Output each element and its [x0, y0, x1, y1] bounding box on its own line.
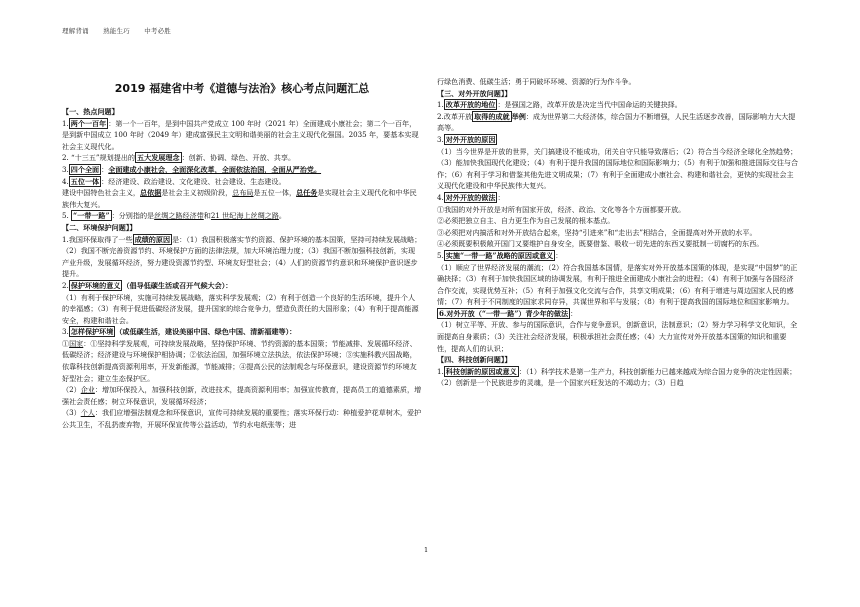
text-run: ：是强国之路，改革开放是决定当代中国命运的关键抉择。	[497, 100, 682, 110]
boxed-term: 五大发展理念	[137, 153, 180, 163]
paragraph	[62, 152, 422, 164]
boxed-term: 6.对外开放（“一带一路”）青少年的做法	[439, 308, 569, 318]
paragraph	[437, 215, 800, 227]
text-run: 举例	[511, 111, 526, 121]
paragraph	[437, 134, 800, 146]
paragraph	[437, 227, 800, 239]
boxed-term: 实施“一带一路”战略的原因或意义	[445, 250, 554, 260]
header-item: 中考必胜	[144, 27, 171, 35]
text-run: （或低碳生活，建设美丽中国、绿色中国、清新福建等）：	[115, 327, 297, 337]
text-run: 。	[278, 211, 287, 221]
text-run: ：经济建设、政治建设、文化建设、社会建设、生态建设。	[101, 176, 286, 186]
text-run: 企业	[80, 385, 95, 395]
paragraph	[437, 308, 800, 320]
paragraph	[437, 250, 800, 262]
text-run: 个人	[80, 408, 95, 418]
text-run: （2）	[62, 385, 81, 395]
text-run: （倡导低碳生活或召开气候大会）：	[122, 280, 233, 290]
text-run: （3）	[62, 408, 81, 418]
boxed-term: 对外开放的原因	[445, 134, 496, 144]
text-run: ：	[570, 308, 578, 318]
boxed-term: 怎样保护环境	[70, 327, 114, 337]
paragraph	[62, 326, 422, 338]
text-run: 3.	[437, 134, 444, 144]
text-run: 国家	[69, 338, 84, 348]
text-run: 2. “十三五”规划提出的	[62, 153, 136, 163]
text-run: 2.改革开放	[437, 111, 473, 121]
text-run: ：①坚持科学发展观，可持续发展战略，坚持保护环境、节约资源的基本国策；节能减排、发展循环经济、低碳经济；经济建设与环境保护相协调；②依法治国，加强环境立法执法，依法保护环境；③实施科教兴国战略，依靠科技创新提高资源利用率，开发新能源，节能减排；④提高公民的法制观念与环保意识，建设资源节约环境友好型社会；建立生态保护区。	[62, 338, 417, 383]
right-column	[437, 76, 800, 389]
document-title: 2019 福建省中考《道德与法治》核心考点问题汇总	[114, 82, 370, 95]
text-run: 1.	[437, 366, 444, 376]
paragraph	[437, 192, 800, 204]
text-run: 3.	[62, 327, 69, 337]
boxed-term: 对外开放的做法	[445, 192, 496, 202]
paragraph	[62, 164, 422, 176]
text-run: 5.	[62, 211, 72, 221]
paragraph	[437, 111, 800, 134]
section-heading: 【二、环境保护问题】】	[62, 222, 137, 232]
header-item: 熟能生巧	[103, 27, 130, 35]
left-column	[62, 106, 422, 431]
section-heading: 【一、热点问题】	[62, 107, 119, 116]
boxed-term: 保护环境的意义	[70, 280, 121, 290]
text-run: 是：（1）我国积极落实节约资源、保护环境的基本国策，坚持可持续发展战略；（2）我国不断完善资源节约、环境保护方面的法律法规，加大环境治理力度；（3）我国不断加强科技创新，实现产业升级，发展循环经济，努力建设资源节约型、环境友好型社会；（4）人们的资源节约意识和环境保护意识逐步提升。	[62, 234, 422, 279]
text-run: 1.	[62, 118, 69, 128]
text-run: 是社会主义初级阶段，	[161, 188, 233, 198]
paragraph	[437, 238, 800, 250]
paragraph	[62, 292, 422, 327]
section-heading: 【四、科技创新问题】】	[437, 355, 512, 365]
paragraph	[437, 146, 800, 192]
text-run: 行绿色消费、低碳生活；勇于同破坏环境、资源的行为作斗争。	[437, 77, 636, 86]
boxed-term: “一带一路”	[73, 211, 110, 221]
text-run: 总任务	[296, 188, 318, 198]
text-run: 总布局	[232, 188, 254, 198]
text-run: 1.我国环保取得了一些	[62, 234, 133, 244]
text-run: （1）当今世界是开放的世界，关门搞建设不能成功，闭关自守只能导致落后；（2）符合当今经济全球化全然趋势；（3）能加快我国现代化建设；（4）有利于提升我国的国际地位和国际影响力；（5）有利于加强和推进国际交往与合作；（6）有利于学习和借鉴其他先进文明成果；（7）有利于全面建成小康社会、构建和谐社会，更快的实现社会主义现代化建设和中华民族伟大复兴。	[437, 146, 799, 191]
paragraph	[437, 99, 800, 111]
boxed-term: 改革开放的地位	[445, 100, 496, 110]
text-run: ①	[62, 338, 70, 348]
text-run: ①我国的对外开放是对所有国家开放，经济、政治、文化等各个方面都要开放。	[437, 204, 686, 214]
text-run: 丝绸之路经济带	[154, 211, 204, 221]
text-run: 4.	[437, 192, 444, 202]
paragraph	[62, 280, 422, 292]
page-header	[62, 26, 183, 35]
text-run: 4.	[62, 176, 69, 186]
text-run: 5.	[437, 250, 444, 260]
paragraph	[62, 384, 422, 407]
header-item: 理解背诵	[62, 27, 89, 35]
text-run: 是五位一体，	[253, 188, 297, 198]
text-run: ②必须把独立自主、自力更生作为自己发展的根本基点。	[437, 216, 615, 226]
paragraph	[437, 319, 800, 354]
text-run: 3.	[62, 164, 69, 174]
boxed-term: 四个全面	[70, 164, 100, 174]
paragraph	[437, 366, 800, 389]
text-run: ③必须把对内搞活和对外开放结合起来，坚持“引进来”和“走出去”相结合，全面提高对外开放的水平。	[437, 227, 757, 237]
text-run: ：	[497, 192, 505, 202]
text-run: ：分别指的是	[111, 211, 155, 221]
text-run: 全面建成小康社会，全面深化改革，全面依法治国，全面从严治党。	[108, 164, 322, 174]
text-run: ：增加环保投入，加强科技创新，改进技术，提高资源利用率；加强宣传教育，提高员工的道德素质，增强社会责任感；树立环保意识，发展循环经济；	[62, 385, 422, 406]
paragraph	[62, 176, 422, 188]
text-run: （1）顺应了世界经济发展的潮流；（2）符合我国基本国情，是落实对外开放基本国策的体现，是实现“中国梦”的正确抉择；（3）有利于加快我国区域的协调发展，有利于推进全面建成小康社会的进程；（4）有利于加强与各国经济合作交流，实现优势互补；（5）有利于加强文化交流与合作，共享文明成果；（6）有利于增进与周边国家人民的感情；（7）有利于不同制度的国家求同存异，共谋世界和平与发展；（8）有利于提高我国的国际地位和国家影响力。	[437, 262, 798, 307]
text-run: ：	[555, 250, 563, 260]
paragraph	[62, 187, 422, 210]
boxed-term: 两个一百年	[70, 118, 107, 128]
text-run: ④必须既要积极敞开国门又要维护自身安全，既要借鉴、吸收一切先进的东西又要抵制一切腐朽的东西。	[437, 239, 764, 249]
paragraph	[437, 262, 800, 308]
paragraph	[437, 76, 800, 88]
boxed-term: 取得的成就	[474, 111, 510, 121]
boxed-term: 科技创新的原因或意义	[445, 366, 517, 376]
text-run: 2.	[62, 280, 69, 290]
paragraph	[62, 210, 422, 222]
boxed-term: 成绩的原因	[134, 234, 171, 244]
text-run: （1）树立平等、开放、参与的国际意识，合作与竞争意识，创新意识，法制意识；（2）努力学习科学文化知识，全面提高自身素质；（3）关注社会经济发展，积极承担社会责任感；（4）大力宣传对外开放基本国策的知识和重要性，提高人们的认识；	[437, 320, 798, 353]
section-heading: 【三、对外开放问题】】	[437, 88, 512, 98]
text-run: （1）有利于保护环境，实施可持续发展战略，落实科学发展观；（2）有利于创造一个良好的生活环境，提升个人的幸福感；（3）有利于促进低碳经济发展，提升国家的综合竞争力，塑造负责任的大国形象；（4）有利于提高能源安全，构建和谐社会。	[62, 292, 419, 325]
text-run: ：第一个一百年，是到中国共产党成立 100 年时（2021 年）全面建成小康社会；第二个一百年，是到新中国成立 100 年时（2049 年）建成富强民主文明和谐美丽的社会主义现代化强国。2035 年，要基本实现社会主义现代化。	[62, 118, 419, 151]
text-run: ：（1）科学技术是第一生产力，科技创新能力已越来越成为综合国力竞争的决定性因素；（2）创新是一个民族进步的灵魂，是一个国家兴旺发达的不竭动力；（3）日趋	[437, 366, 797, 388]
text-run: ：创新、协调、绿色、开放、共享。	[181, 153, 296, 163]
text-run: 建设中国特色社会主义，	[62, 188, 141, 198]
page-number: 1	[424, 546, 429, 554]
paragraph	[62, 407, 422, 430]
text-run: ：成为世界第二大经济体，综合国力不断增强，人民生活逐步改善，国际影响力大大提高等。	[437, 111, 796, 133]
paragraph	[62, 234, 422, 280]
text-run: 是实现社会主义现代化和中华民族伟大复兴。	[62, 188, 417, 209]
text-run: ：我们应增强法制观念和环保意识，宣传可持续发展的重要性；落实环保行动：种植爱护花草树木，爱护公共卫生，不乱扔废弃物，开展环保宣传等公益活动，节约水电纸张等；进	[62, 408, 422, 430]
text-run: ：	[101, 164, 109, 174]
text-run: 1.	[437, 100, 444, 110]
text-run: 和	[203, 211, 211, 221]
boxed-term: 五位一体	[70, 176, 100, 186]
paragraph	[62, 118, 422, 153]
text-run: 21 世纪海上丝绸之路	[210, 211, 279, 221]
paragraph	[437, 204, 800, 216]
paragraph	[62, 338, 422, 384]
text-run: 总依据	[140, 188, 162, 198]
